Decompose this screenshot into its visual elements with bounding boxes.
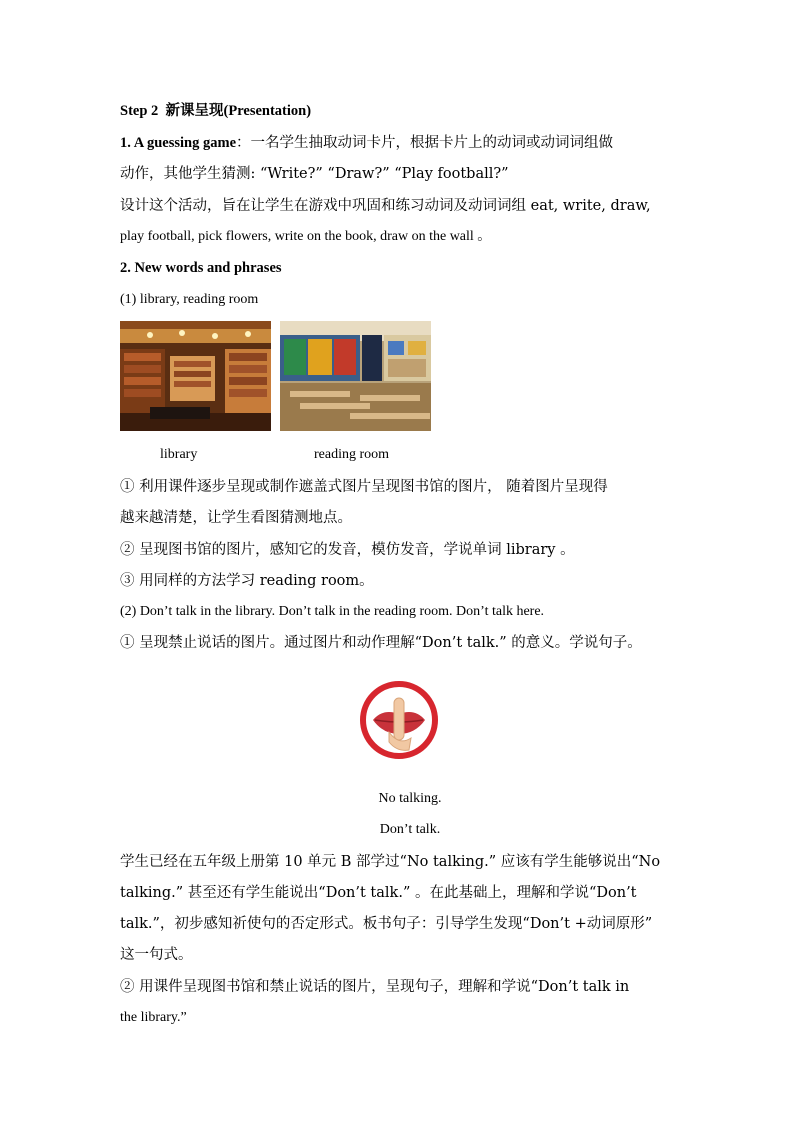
section1-line2: 动作，其他学生猜测: “Write?” “Draw?” “Play football?” [120,166,509,182]
sub2-step2-line2: the library.” [120,1010,187,1025]
step-heading [120,101,311,121]
sign-caption-dont-talk: Don’t talk. [379,822,441,837]
para-line3: talk.”，初步感知祈使句的否定形式。板书句子：引导学生发现“Don’t +动词原形” [120,916,653,932]
step-label: Step 2 [120,103,159,119]
section2-sub1: (1) library, reading room [120,292,259,307]
section2-title: 2. New words and phrases [120,260,282,276]
section1-line1-text: ：一名学生抽取动词卡片，根据卡片上的动词或动词词组做 [236,135,614,151]
caption-reading-room: reading room [314,447,390,462]
step3-line: ③ 用同样的方法学习 reading room。 [120,573,374,589]
section1-line4: play football, pick flowers, write on the book, draw on the wall 。 [120,229,492,244]
step2-line: ② 呈现图书馆的图片，感知它的发音，模仿发音，学说单词 library 。 [120,542,575,558]
step1-line2: 越来越清楚，让学生看图猜测地点。 [120,510,352,526]
para-line2: talking.” 甚至还有学生能说出“Don’t talk.” 。在此基础上，理解和学说“Don’t [120,885,637,901]
step1-line1: ① 利用课件逐步呈现或制作遮盖式图片呈现图书馆的图片， 随着图片呈现得 [120,479,608,495]
sign-caption-no-talking: No talking. [378,791,442,806]
step-cn-title: 新课呈现 [165,103,224,119]
library-photo [120,321,271,431]
section1-title: 1. A guessing game [120,135,237,151]
para-line1: 学生已经在五年级上册第 10 单元 B 部学过“No talking.” 应该有学生能够说出“No [120,854,661,870]
sub2-step1-line: ① 呈现禁止说话的图片。通过图片和动作理解“Don’t talk.” 的意义。学说句子。 [120,635,642,651]
section1-line1 [120,133,613,153]
caption-library: library [160,447,198,462]
reading-room-photo [280,321,431,431]
sub2-step2-line1: ② 用课件呈现图书馆和禁止说话的图片，呈现句子，理解和学说“Don’t talk in [120,979,630,995]
step-en-title: (Presentation) [223,103,312,119]
para-line4: 这一句式。 [120,947,193,963]
section2-sub2: (2) Don’t talk in the library. Don’t talk in the reading room. Don’t talk here. [120,604,545,619]
section1-line3: 设计这个活动，旨在让学生在游戏中巩固和练习动词及动词词组 eat, write, draw, [120,198,651,214]
no-talking-sign-icon [359,680,439,760]
